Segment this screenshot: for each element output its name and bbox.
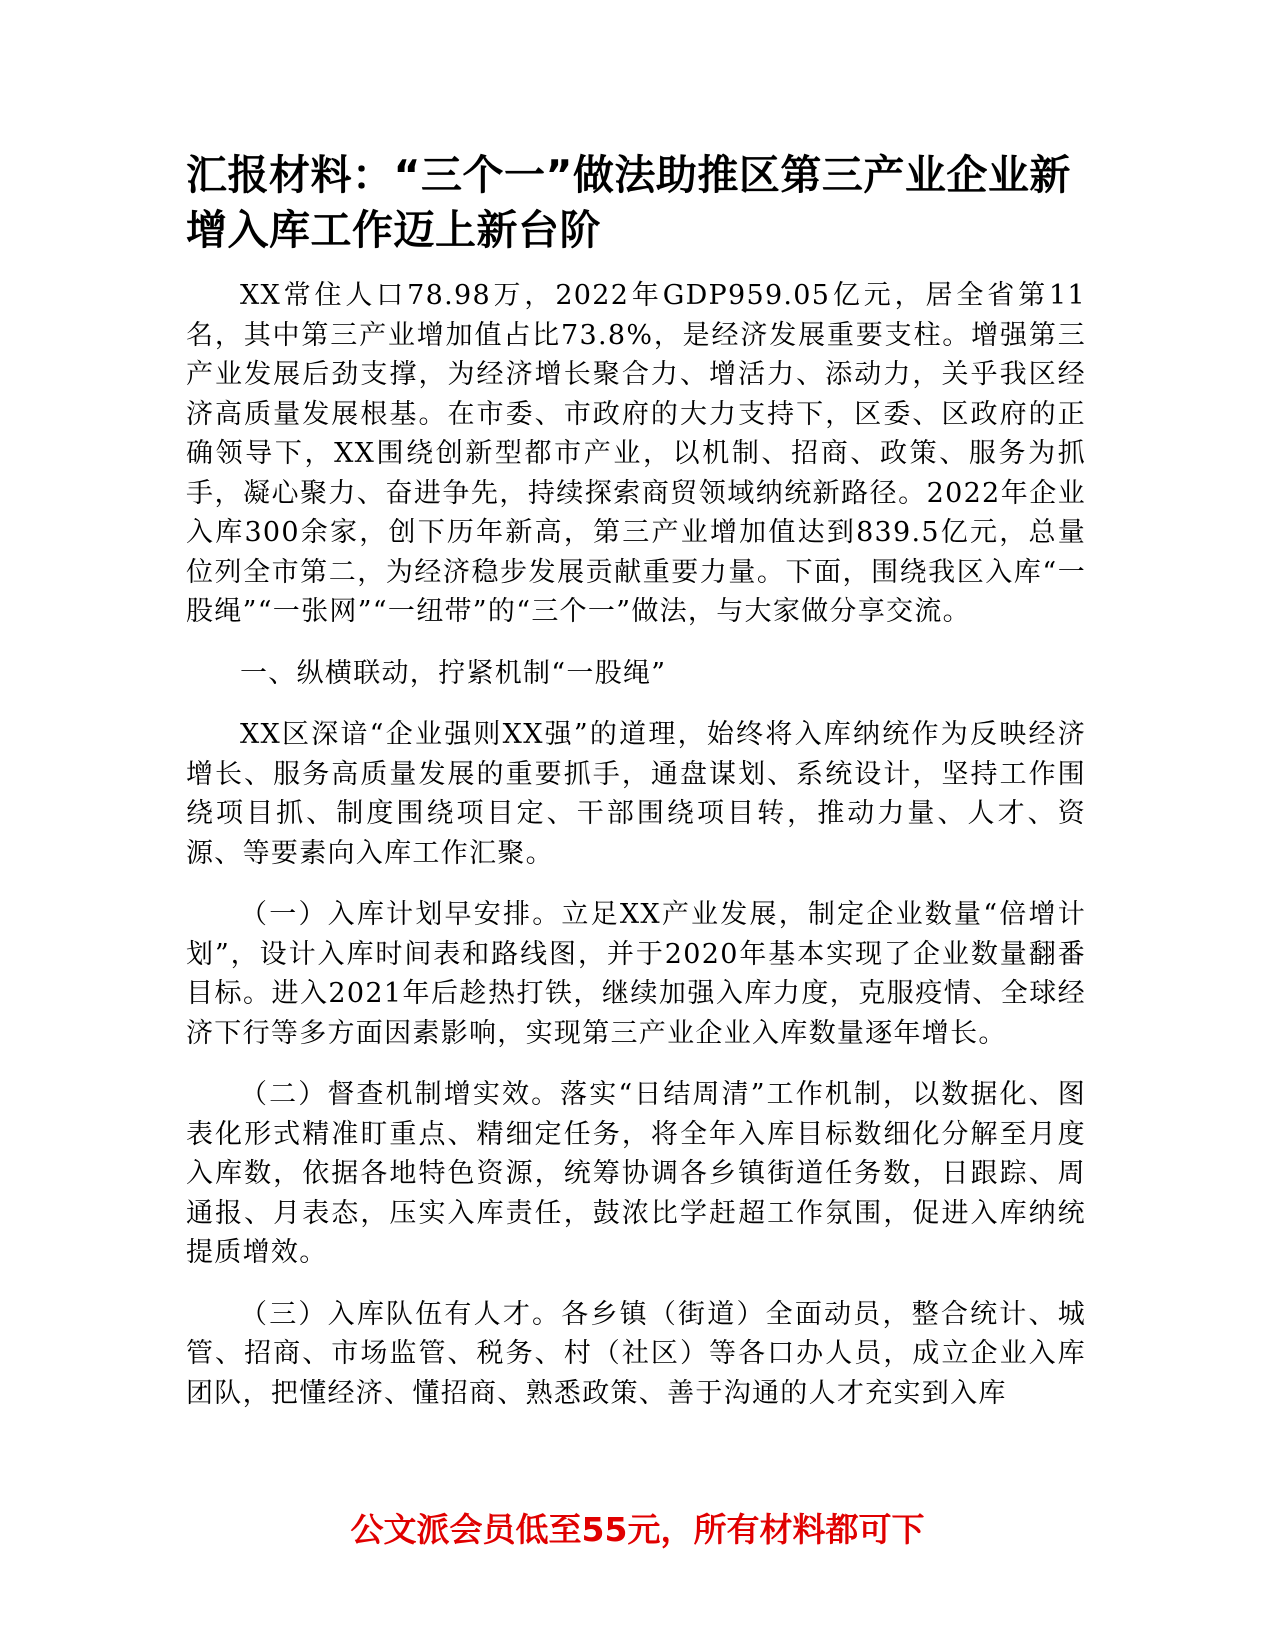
section-heading-1: 一、纵横联动，拧紧机制“一股绳” bbox=[240, 657, 667, 689]
section-1-paragraph: XX区深谙“企业强则XX强”的道理，始终将入库纳统作为反映经济增长、服务高质量发展的重要抓手，通盘谋划、系统设计，坚持工作围绕项目抓、制度围绕项目定、干部围绕项目转，推动力量、人才、资源、等要素向入库工作汇聚。 bbox=[186, 719, 1086, 869]
intro-paragraph: XX常住人口78.98万，2022年GDP959.05亿元，居全省第11名，其中第三产业增加值占比73.8%，是经济发展重要支柱。增强第三产业发展后劲支撑，为经济增长聚合力、增活力、添动力，关乎我区经济高质量发展根基。在市委、市政府的大力支持下，区委、区政府的正确领导下，XX围绕创新型都市产业，以机制、招商、政策、服务为抓手，凝心聚力、奋进争先，持续探索商贸领域纳统新路径。2022年企业入库300余家，创下历年新高，第三产业增加值达到839.5亿元，总量位列全市第二，为经济稳步发展贡献重要力量。下面，围绕我区入库“一股绳”“一张网”“一纽带”的“三个一”做法，与大家做分享交流。 bbox=[186, 280, 1086, 627]
subsection-1-paragraph: （一）入库计划早安排。立足XX产业发展，制定企业数量“倍增计划”，设计入库时间表和路线图，并于2020年基本实现了企业数量翻番目标。进入2021年后趁热打铁，继续加强入库力度，克服疫情、全球经济下行等多方面因素影响，实现第三产业企业入库数量逐年增长。 bbox=[186, 899, 1086, 1049]
subsection-3-paragraph: （三）入库队伍有人才。各乡镇（街道）全面动员，整合统计、城管、招商、市场监管、税务、村（社区）等各口办人员，成立企业入库团队，把懂经济、懂招商、熟悉政策、善于沟通的人才充实到入库 bbox=[186, 1298, 1086, 1409]
subsection-2-paragraph: （二）督查机制增实效。落实“日结周清”工作机制，以数据化、图表化形式精准盯重点、精细定任务，将全年入库目标数细化分解至月度入库数，依据各地特色资源，统筹协调各乡镇街道任务数，日跟踪、周通报、月表态，压实入库责任，鼓浓比学赶超工作氛围，促进入库纳统提质增效。 bbox=[186, 1079, 1086, 1268]
document-title: 汇报材料：“三个一”做法助推区第三产业企业新增入库工作迈上新台阶 bbox=[186, 151, 1071, 254]
document-body bbox=[186, 276, 1086, 1413]
promo-banner-text: 公文派会员低至55元，所有材料都可下 bbox=[350, 1510, 925, 1549]
